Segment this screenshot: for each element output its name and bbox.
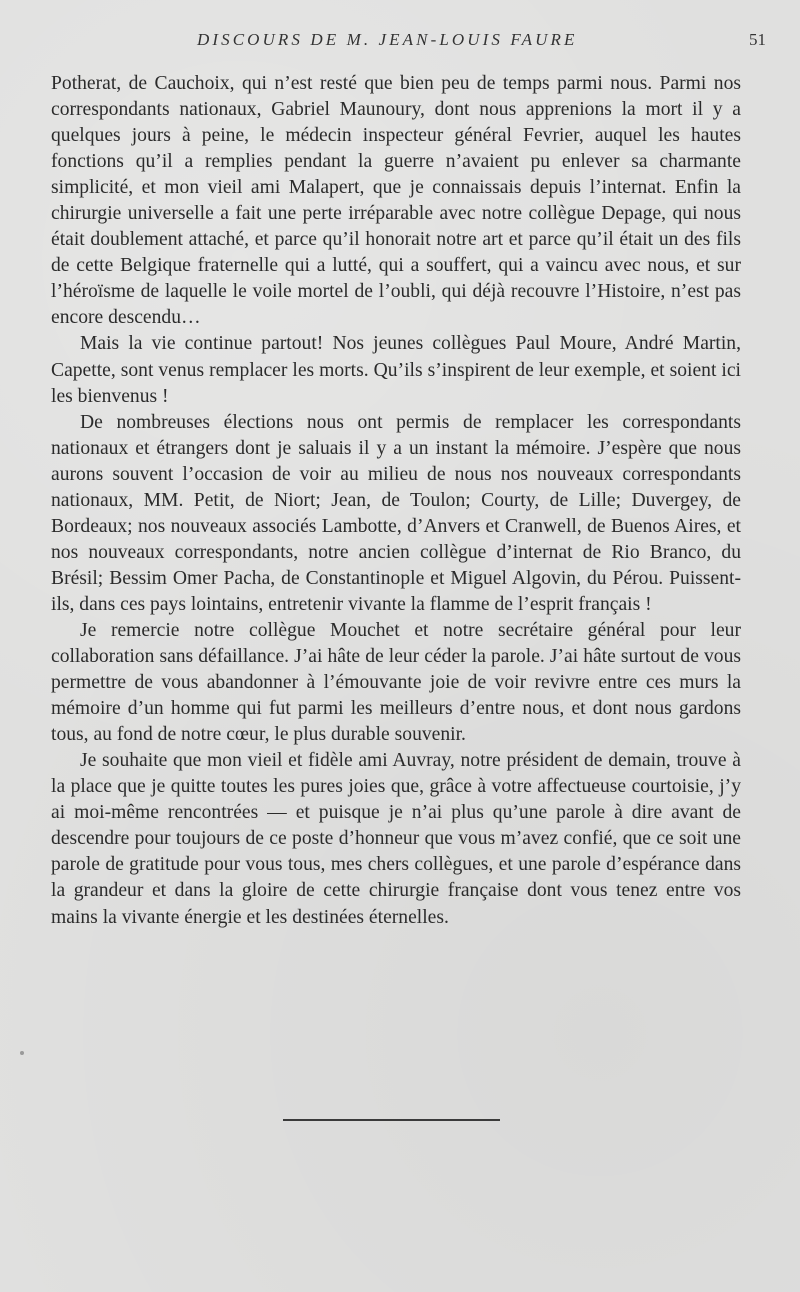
paragraph-1: Potherat, de Cauchoix, qui n’est resté que bien peu de temps parmi nous. Parmi nos correspondants nationaux, Gabriel Maunoury, dont nous apprenions la mort il y a quelques jours à peine, le médecin inspecteur général Fevrier, auquel les hautes fonctions qu’il a remplies pendant la guerre n’avaient pu enlever sa charmante simplicité, et mon vieil ami Malapert, que je connaissais depuis l’internat. Enfin la chirurgie universelle a fait une perte irréparable avec notre collègue Depage, qui nous était doublement attaché, et parce qu’il honorait notre art et parce qu’il était un des fils de cette Belgique fraternelle qui a lutté, qui a souffert, qui a vaincu avec nous, et sur l’héroïsme de laquelle le voile mortel de l’oubli, qui déjà recouvre l’Histoire, n’est pas encore descendu… xyxy=(51,73,741,329)
running-header xyxy=(0,30,800,54)
paragraph-2: Mais la vie continue partout! Nos jeunes collègues Paul Moure, André Martin, Capette, sont venus remplacer les morts. Qu’ils s’inspirent de leur exemple, et soient ici les bienvenus ! xyxy=(51,333,741,407)
paragraph-5: Je souhaite que mon vieil et fidèle ami Auvray, notre président de demain, trouve à la place que je quitte toutes les pures joies que, grâce à votre affectueuse courtoisie, j’y ai moi-même rencontrées — et puisque je n’ai plus qu’une parole à dire avant de descendre pour toujours de ce poste d’honneur que vous m’avez confié, que ce soit une parole de gratitude pour vous tous, mes chers collègues, et une parole d’espérance dans la grandeur et dans la gloire de cette chirurgie française dont vous tenez entre vos mains la vivante énergie et les destinées éternelles. xyxy=(51,750,741,928)
paragraph-4: Je remercie notre collègue Mouchet et notre secrétaire général pour leur collaboration sans défaillance. J’ai hâte de leur céder la parole. J’ai hâte surtout de vous permettre de vous abandonner à l’émouvante joie de voir revivre entre ces murs la mémoire d’un homme qui fut parmi les meilleurs d’entre nous, et dont nous gardons tous, au fond de notre cœur, le plus durable souvenir. xyxy=(51,619,741,746)
paragraph-3: De nombreuses élections nous ont permis de remplacer les correspondants nationaux et étrangers dont je saluais il y a un instant la mémoire. J’espère que nous aurons souvent l’occasion de voir au milieu de nous nos nouveaux correspondants nationaux, MM. Petit, de Niort; Jean, de Toulon; Courty, de Lille; Duvergey, de Bordeaux; nos nouveaux associés Lambotte, d’Anvers et Cranwell, de Buenos Aires, et nos nouveaux correspondants, notre ancien collègue d’internat de Rio Branco, du Brésil; Bessim Omer Pacha, de Constantinople et Miguel Algovin, du Pérou. Puissent-ils, dans ces pays lointains, entretenir vivante la flamme de l’esprit français ! xyxy=(51,411,741,615)
margin-speck xyxy=(20,1051,24,1055)
running-title: DISCOURS DE M. JEAN-LOUIS FAURE xyxy=(197,30,578,49)
body-text xyxy=(51,71,741,931)
page-number: 51 xyxy=(749,30,766,49)
end-rule xyxy=(283,1119,500,1121)
